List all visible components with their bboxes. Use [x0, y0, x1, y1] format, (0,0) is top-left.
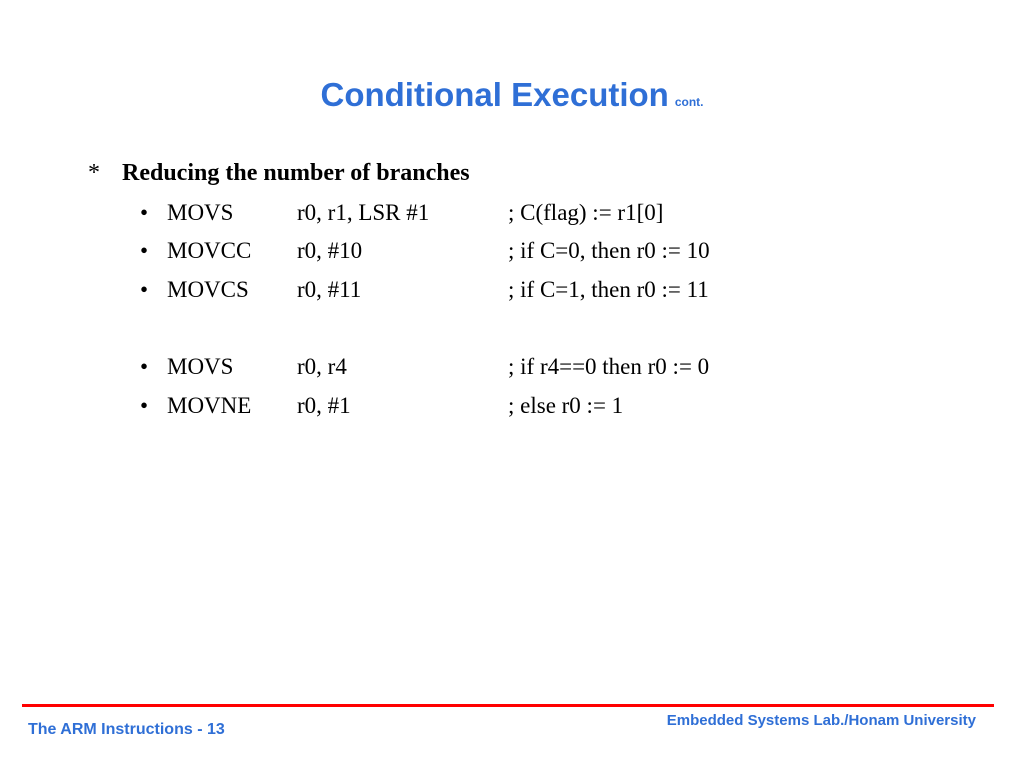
slide-title — [0, 78, 1024, 111]
instruction-opcode: MOVCS — [167, 277, 249, 302]
section-heading: Reducing the number of branches — [122, 160, 470, 186]
instruction-operands: r0, r4 — [297, 354, 347, 379]
instruction-operands: r0, r1, LSR #1 — [297, 200, 430, 225]
instruction-opcode: MOVS — [167, 354, 234, 379]
bullet-icon: • — [140, 354, 149, 379]
instruction-comment: ; if r4==0 then r0 := 0 — [508, 354, 710, 379]
bullet-icon: • — [140, 277, 149, 302]
instruction-operands: r0, #11 — [297, 277, 362, 302]
footer-slide-label: The ARM Instructions - 13 — [28, 721, 225, 738]
bullet-icon: • — [140, 200, 149, 225]
bullet-icon: • — [140, 238, 149, 263]
footer-organization: Embedded Systems Lab./Honam University — [666, 712, 976, 729]
instruction-opcode: MOVNE — [167, 393, 252, 418]
instruction-operands: r0, #1 — [297, 393, 351, 418]
slide-title-main: Conditional Execution — [320, 76, 669, 113]
instruction-comment: ; else r0 := 1 — [508, 393, 624, 418]
instruction-comment: ; if C=1, then r0 := 11 — [508, 277, 709, 302]
instruction-opcode: MOVS — [167, 200, 234, 225]
instruction-operands: r0, #10 — [297, 238, 363, 263]
slide-title-suffix: cont. — [674, 95, 704, 109]
section-heading-row — [88, 158, 470, 188]
section-marker: * — [88, 160, 100, 186]
instruction-comment: ; if C=0, then r0 := 10 — [508, 238, 710, 263]
instruction-comment: ; C(flag) := r1[0] — [508, 200, 664, 225]
bullet-icon: • — [140, 393, 149, 418]
instruction-opcode: MOVCC — [167, 238, 252, 263]
footer-divider — [22, 704, 994, 707]
